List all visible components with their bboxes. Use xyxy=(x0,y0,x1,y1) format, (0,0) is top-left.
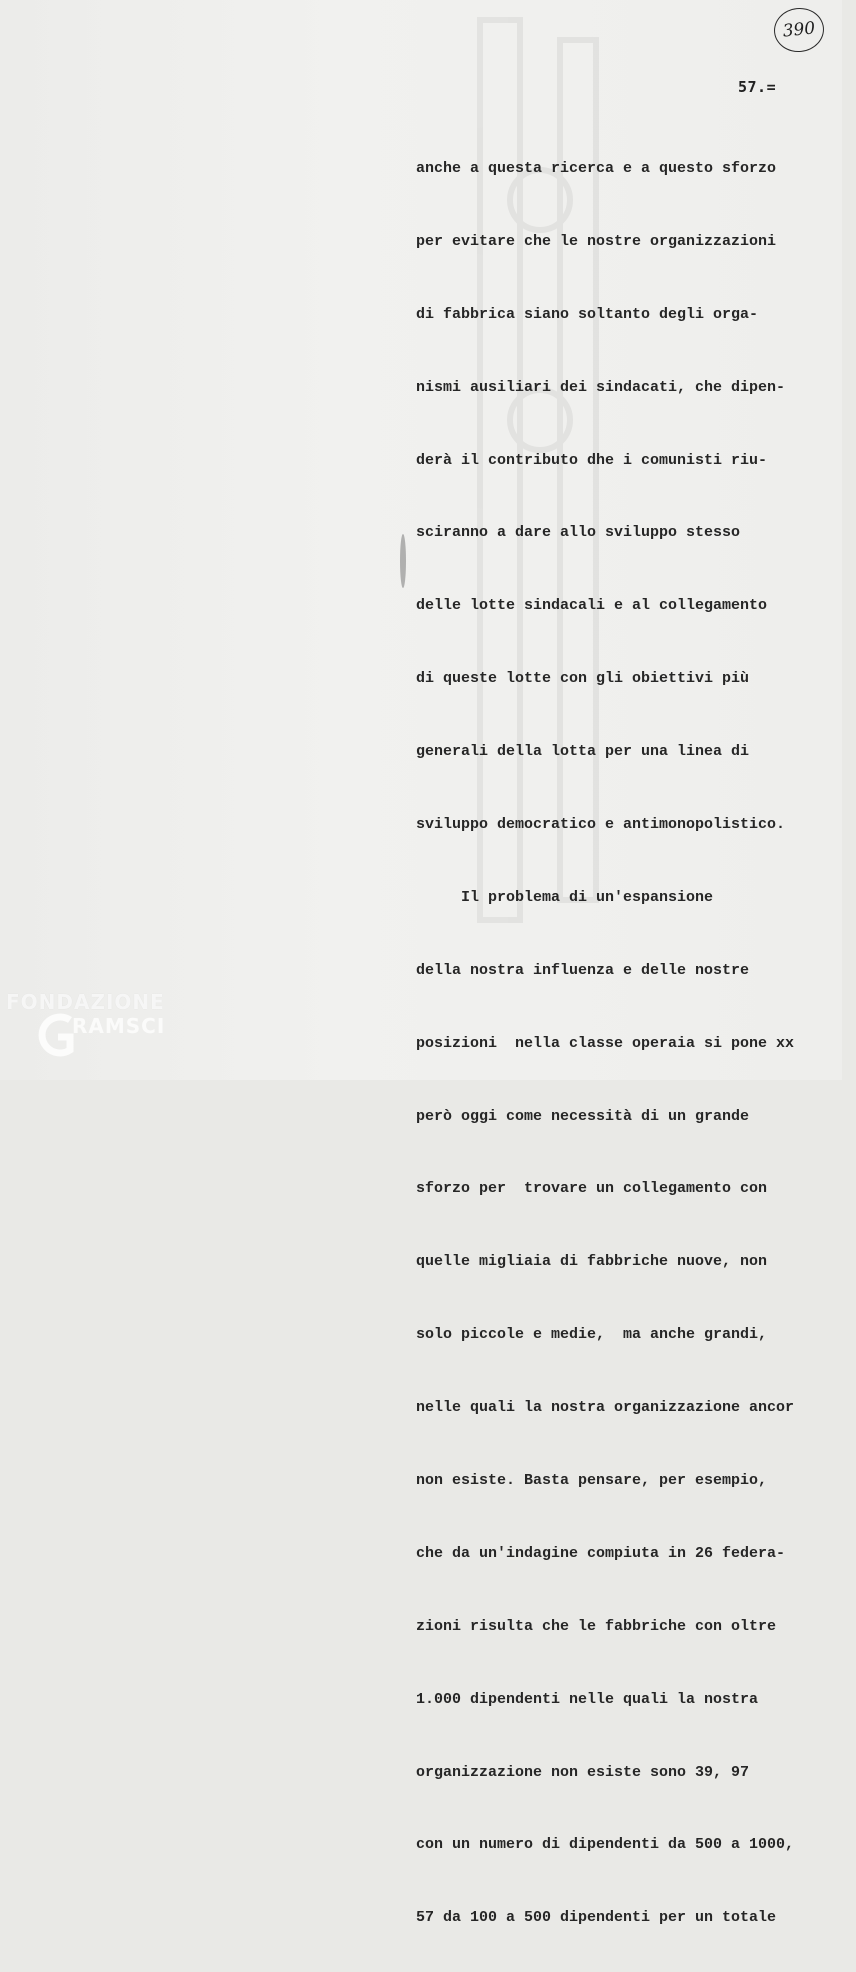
fondazione-gramsci-watermark xyxy=(6,990,216,1070)
text-line: che da un'indagine compiuta in 26 federa- xyxy=(416,1544,786,1562)
text-line: derà il contributo dhe i comunisti riu- xyxy=(416,451,768,469)
text-line: non esiste. Basta pensare, per esempio, xyxy=(416,1472,768,1490)
text-line: con un numero di dipendenti da 500 a 1000, xyxy=(416,1836,795,1854)
text-line: generali della lotta per una linea di xyxy=(416,743,750,761)
gramsci-g-logo-icon xyxy=(36,1010,76,1060)
archive-number: 390 xyxy=(772,6,826,55)
page-number: 57.= xyxy=(738,78,777,96)
text-line: 1.000 dipendenti nelle quali la nostra xyxy=(416,1690,759,1708)
text-line: organizzazione non esiste sono 39, 97 xyxy=(416,1763,750,1781)
text-line: di queste lotte con gli obiettivi più xyxy=(416,670,750,688)
text-line: zioni risulta che le fabbriche con oltre xyxy=(416,1617,777,1635)
text-line: però oggi come necessità di un grande xyxy=(416,1107,750,1125)
watermark-line-1: FONDAZIONE xyxy=(6,990,165,1014)
text-line: per evitare che le nostre organizzazioni xyxy=(416,232,777,250)
text-line: nismi ausiliari dei sindacati, che dipen- xyxy=(416,378,786,396)
text-line: quelle migliaia di fabbriche nuove, non xyxy=(416,1253,768,1271)
text-line: delle lotte sindacali e al collegamento xyxy=(416,597,768,615)
text-line: sviluppo democratico e antimonopolistico. xyxy=(416,816,786,834)
pencil-mark-icon xyxy=(398,532,408,590)
text-line: 57 da 100 a 500 dipendenti per un totale xyxy=(416,1909,777,1927)
text-line: Il problema di un'espansione xyxy=(416,888,714,906)
text-line: nelle quali la nostra organizzazione ancor xyxy=(416,1399,795,1417)
text-line: anche a questa ricerca e a questo sforzo xyxy=(416,160,777,177)
text-line: della nostra influenza e delle nostre xyxy=(416,961,750,979)
watermark-line-2: RAMSCI xyxy=(72,1014,166,1038)
text-line: solo piccole e medie, ma anche grandi, xyxy=(416,1326,768,1344)
typed-text-body xyxy=(416,116,856,1972)
text-line: sciranno a dare allo sviluppo stesso xyxy=(416,524,741,542)
text-line: sforzo per trovare un collegamento con xyxy=(416,1180,768,1198)
text-line: di fabbrica siano soltanto degli orga- xyxy=(416,305,759,323)
text-line: posizioni nella classe operaia si pone xx xyxy=(416,1034,795,1052)
